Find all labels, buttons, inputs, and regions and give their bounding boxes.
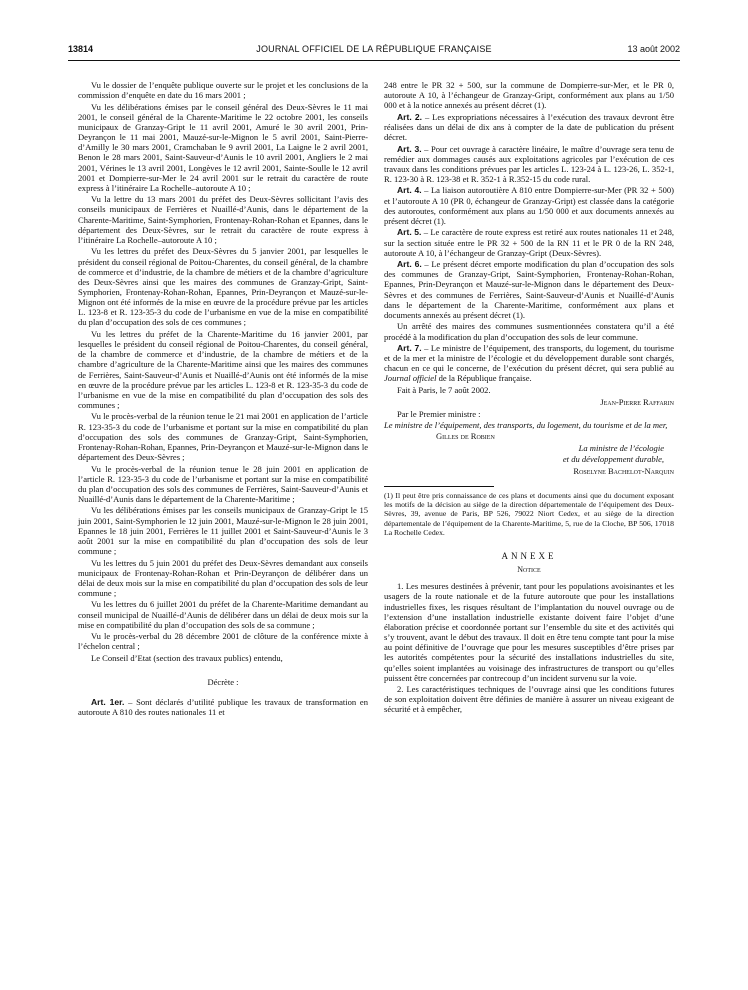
article-1-continuation: 248 entre le PR 32 + 500, sur la commune de Dompierre-sur-Mer, et le PR 0, autoroute A 10, à l’échangeur de Granzay-Gript, conformément aux plans au 1/50 000 et à la notice annexés au présent décret (1). (384, 80, 674, 111)
visa-paragraph: Vu les lettres du préfet de la Charente-Maritime du 16 janvier 2001, par lesquelles le président du conseil régional de Poitou-Charentes, du conseil général, de la chambre de commerce et d’industrie, de la chambre de métiers et de la chambre d’agriculture de la Charente-Maritime ainsi que les maires des communes de Ferrières, Saint-Sauveur-d’Aunis et Nuaillé-d’Aunis ont été informés de la mise en œuvre de la procédure prévue par les articles L. 123-8 et R. 123-35-3 du code de l’urbanisme en vue de la mise en compatibilité du plan d’occupation des sols des communes ; (78, 328, 368, 411)
journal-title: JOURNAL OFFICIEL DE LA RÉPUBLIQUE FRANÇAISE (256, 44, 492, 54)
par-le-premier-ministre: Par le Premier ministre : (397, 408, 481, 419)
article-label: Art. 6. (397, 259, 422, 270)
article-text: – La liaison autoroutière A 810 entre Dompierre-sur-Mer (PR 32 + 500) et l’autoroute A 10 (PR 0, échangeur de Granzay-Gript) est classée dans la catégorie des autoroutes, conformément aux plans au 1/50 000 et aux documents annexés au présent décret (1). (384, 185, 674, 226)
right-column (384, 80, 674, 716)
article-2 (384, 112, 674, 142)
minister-equipement-title: Le ministre de l’équipement, des transports, du logement, du tourisme et de la mer, (384, 419, 668, 430)
minister-ecologie-name: Roselyne Bachelot-Narquin (573, 465, 674, 476)
article-4 (384, 185, 674, 226)
decrete-heading: Décrète : (207, 677, 239, 688)
article-text: – Le ministre de l’équipement, des transports, du logement, du tourisme et de la mer et la ministre de l’écologie et du développement durable sont chargés, chacun en ce qui le concerne, de l’exécution du présent décret, qui sera publié au (384, 342, 675, 374)
article-text: – Sont déclarés d’utilité publique les travaux de transformation en autoroute A 810 des routes nationales 11 et (78, 697, 368, 718)
visa-paragraph: Vu les lettres du 6 juillet 2001 du préfet de la Charente-Maritime demandant au conseil municipal de Nuaillé-d’Aunis de délibérer dans un délai de deux mois sur la mise en compatibilité du plan d’occupation des sols de sa commune ; (78, 599, 368, 630)
visa-paragraph: Vu le procès-verbal du 28 décembre 2001 de clôture de la conférence mixte à l’échelon central ; (78, 631, 368, 652)
article-text: – Le caractère de route express est retiré aux routes nationales 11 et 248, sur la section située entre le PR 32 + 500 de la RN 11 et le PR 0 de la RN 248, autoroute A 10, à l’échangeur de Granzay-Gript (Deux-Sèvres). (384, 227, 674, 258)
page-number: 13814 (68, 44, 94, 54)
notice-title: Notice (517, 565, 541, 575)
article-label: Art. 1er. (91, 697, 125, 708)
header-rule (68, 60, 680, 61)
signature-block (384, 397, 674, 476)
article-text: – Pour cet ouvrage à caractère linéaire, le maître d’ouvrage sera tenu de remédier aux dommages causés aux exploitations agricoles par l’exécution de ces travaux dans les conditions prévues par les articles L. 123-24 à L. 123-26, L. 352-1, R. 123-30 à R. 123-38 et R. 352-1 à R.352-15 du code rural. (384, 143, 674, 184)
article-label: Art. 5. (397, 227, 422, 238)
visa-paragraph: Vu le procès-verbal de la réunion tenue le 21 mai 2001 en application de l’article R. 123-35-3 du code de l’urbanisme et portant sur la mise en compatibilité du plan d’occupation des sols des communes de Granzay-Gript, Saint-Symphorien, Frontenay-Rohan-Rohan, Epannes, Prin-Deyrançon et Mauzé-sur-le-Mignon dans le département des Deux-Sèvres ; (78, 411, 368, 463)
minister-ecologie-title-2: et du développement durable, (562, 454, 664, 465)
minister-equipement-name: Gilles de Robien (436, 431, 495, 442)
annexe-title: ANNEXE (501, 550, 557, 561)
footnote: (1) Il peut être pris connaissance de ces plans et documents ainsi que du document exposant les motifs de la décision au siège de la direction départementale de l’équipement des Deux-Sèvres, 39, avenue de Paris, BP 526, 79022 Niort Cedex, et au siège de la direction départementale de l’équipement de la Charente-Maritime, 5, rue de la Cloche, BP 506, 17018 La Rochelle Cedex. (384, 490, 674, 537)
issue-date: 13 août 2002 (627, 44, 680, 54)
article-label: Art. 4. (397, 185, 422, 196)
journal-officiel-italic: Journal officiel (384, 373, 437, 384)
article-7 (384, 343, 674, 384)
article-text: – Les expropriations nécessaires à l’exécution des travaux devront être réalisées dans un délai de dix ans à compter de la date de publication du présent décret. (384, 111, 674, 143)
visa-paragraph: Vu les délibérations émises par les conseils municipaux de Granzay-Gript le 15 juin 2001, Saint-Symphorien le 12 juin 2001, Mauzé-sur-le-Mignon le 28 juin 2001, Epannes le 18 juin 2001, Ferrières le 11 juillet 2001 et Saint-Sauveur-d’Aunis le 3 août 2001 sur la mise en compatibilité du plan d’occupation des sols de leur commune ; (78, 505, 368, 557)
article-6 (384, 259, 674, 320)
annexe-paragraph: 2. Les caractéristiques techniques de l’ouvrage ainsi que les conditions futures de son exploitation doivent être définies de manière à assurer un niveau exigeant de sécurité et à empêcher, (384, 684, 674, 715)
visa-paragraph: Vu le dossier de l’enquête publique ouverte sur le projet et les conclusions de la commission d’enquête en date du 16 mars 2001 ; (78, 80, 368, 101)
minister-ecologie-title-1: La ministre de l’écologie (578, 442, 664, 453)
arrete-paragraph: Un arrêté des maires des communes susmentionnées constatera qu’il a été procédé à la modification du plan d’occupation des sols de leur commune. (384, 321, 674, 342)
visa-paragraph: Vu les lettres du 5 juin 2001 du préfet des Deux-Sèvres demandant aux conseils municipaux de Frontenay-Rohan-Rohan et Prin-Deyrançon de délibérer dans un délai de deux mois sur la mise en compatibilité du plan d’occupation des sols de leur commune ; (78, 557, 368, 599)
article-label: Art. 3. (397, 143, 422, 154)
visa-paragraph: Vu le procès-verbal de la réunion tenue le 28 juin 2001 en application de l’article R. 123-35-3 du code de l’urbanisme et portant sur la mise en compatibilité du plan d’occupation des sols des communes de Ferrières, Saint-Sauveur-d’Aunis et Nuaillé-d’Aunis dans le département de la Charente-Maritime ; (78, 463, 368, 505)
article-text: – Le présent décret emporte modification du plan d’occupation des sols des communes de Granzay-Gript, Saint-Symphorien, Frontenay-Rohan-Rohan, Epannes, Prin-Deyrançon et Mauzé-sur-le-Mignon dans le département des Deux-Sèvres et des communes de Ferrières, Saint-Sauveur-d’Aunis et Nuaillé-d’Aunis dans le département de la Charente-Maritime, conformément aux plans et documents annexés au présent décret (1). (384, 259, 674, 320)
article-text-end: de la République française. (436, 373, 532, 384)
article-label: Art. 7. (397, 342, 422, 353)
page-header (68, 44, 680, 58)
visa-paragraph: Vu les lettres du préfet des Deux-Sèvres du 5 janvier 2001, par lesquelles le président du conseil régional de Poitou-Charentes, du conseil général, de la chambre de commerce et d’industrie, de la chambre de métiers et de la chambre d’agriculture des Deux-Sèvres ainsi que les maires des communes de Granzay-Gript, Saint-Symphorien, Frontenay-Rohan-Rohan, Epannes, Prin-Deyrançon et Mauzé-sur-le-Mignon ont été informés de la mise en œuvre de la procédure prévue par les articles L. 123-8 et R. 123-35-3 du code de l’urbanisme en vue de la mise en compatibilité du plan d’occupation des sols de ces communes ; (78, 246, 368, 328)
fait-a-paris: Fait à Paris, le 7 août 2002. (397, 384, 491, 395)
article-5 (384, 227, 674, 257)
footnote-rule (384, 486, 494, 487)
left-column (78, 80, 368, 719)
article-3 (384, 144, 674, 185)
article-1 (78, 697, 368, 717)
visa-paragraph: Vu la lettre du 13 mars 2001 du préfet des Deux-Sèvres sollicitant l’avis des conseils municipaux de Ferrières et Nuaillé-d’Aunis, dans le département de la Charente-Maritime, Saint-Symphorien, Frontenay-Rohan-Rohan et Epannes, dans le département des Deux-Sèvres, sur le retrait du caractère de route express à l’itinéraire La Rochelle–autoroute A 10 ; (78, 194, 368, 245)
visa-paragraph: Le Conseil d’Etat (section des travaux publics) entendu, (91, 652, 283, 663)
annexe-paragraph: 1. Les mesures destinées à prévenir, tant pour les populations avoisinantes et les usagers de la route nationale et de la future autoroute que pour les installations industrielles fixes, les risques résultant de l’implantation du nouvel ouvrage ou de l’extension d’une installation industrielle existante doivent faire l’objet d’une élaboration précise et coordonnée portant sur l’ensemble du site et des activités qui s’y trouvent, avant le début des travaux. Il doit en être tenu compte tant pour la mise au point définitive de l’ouvrage que pour les mesures susceptibles d’être prises par les autorités compétentes pour la sécurité des installations industrielles du site, qu’elles soient implantées au voisinage des infrastructures de transport ou qu’elles puissent être concernées par contrecoup d’un incident survenu sur la voie. (384, 581, 674, 683)
signatory-prime-minister: Jean-Pierre Raffarin (600, 397, 674, 408)
article-label: Art. 2. (397, 111, 423, 122)
visa-paragraph: Vu les délibérations émises par le conseil général des Deux-Sèvres le 11 mai 2001, le conseil général de la Charente-Maritime le 22 octobre 2001, les conseils municipaux de Granzay-Gript le 11 avril 2001, Amuré le 30 avril 2001, Prin-Deyrançon le 11 mai 2001, Mauzé-sur-le-Mignon le 5 avril 2001, Saint-Pierre-d’Amilly le 30 mars 2001, Cramchaban le 9 avril 2001, La Laigne le 2 avril 2001, Benon le 28 mars 2001, Saint-Sauveur-d’Aunis le 10 avril 2001, Angliers le 2 mai 2001, Vérines le 13 avril 2001, Longèves le 12 avril 2001, Sainte-Soulle le 12 avril 2001 et Dompierre-sur-Mer le 24 avril 2001 sur le retrait du caractère de route express à l’itinéraire La Rochelle–autoroute A 10 ; (78, 101, 368, 193)
